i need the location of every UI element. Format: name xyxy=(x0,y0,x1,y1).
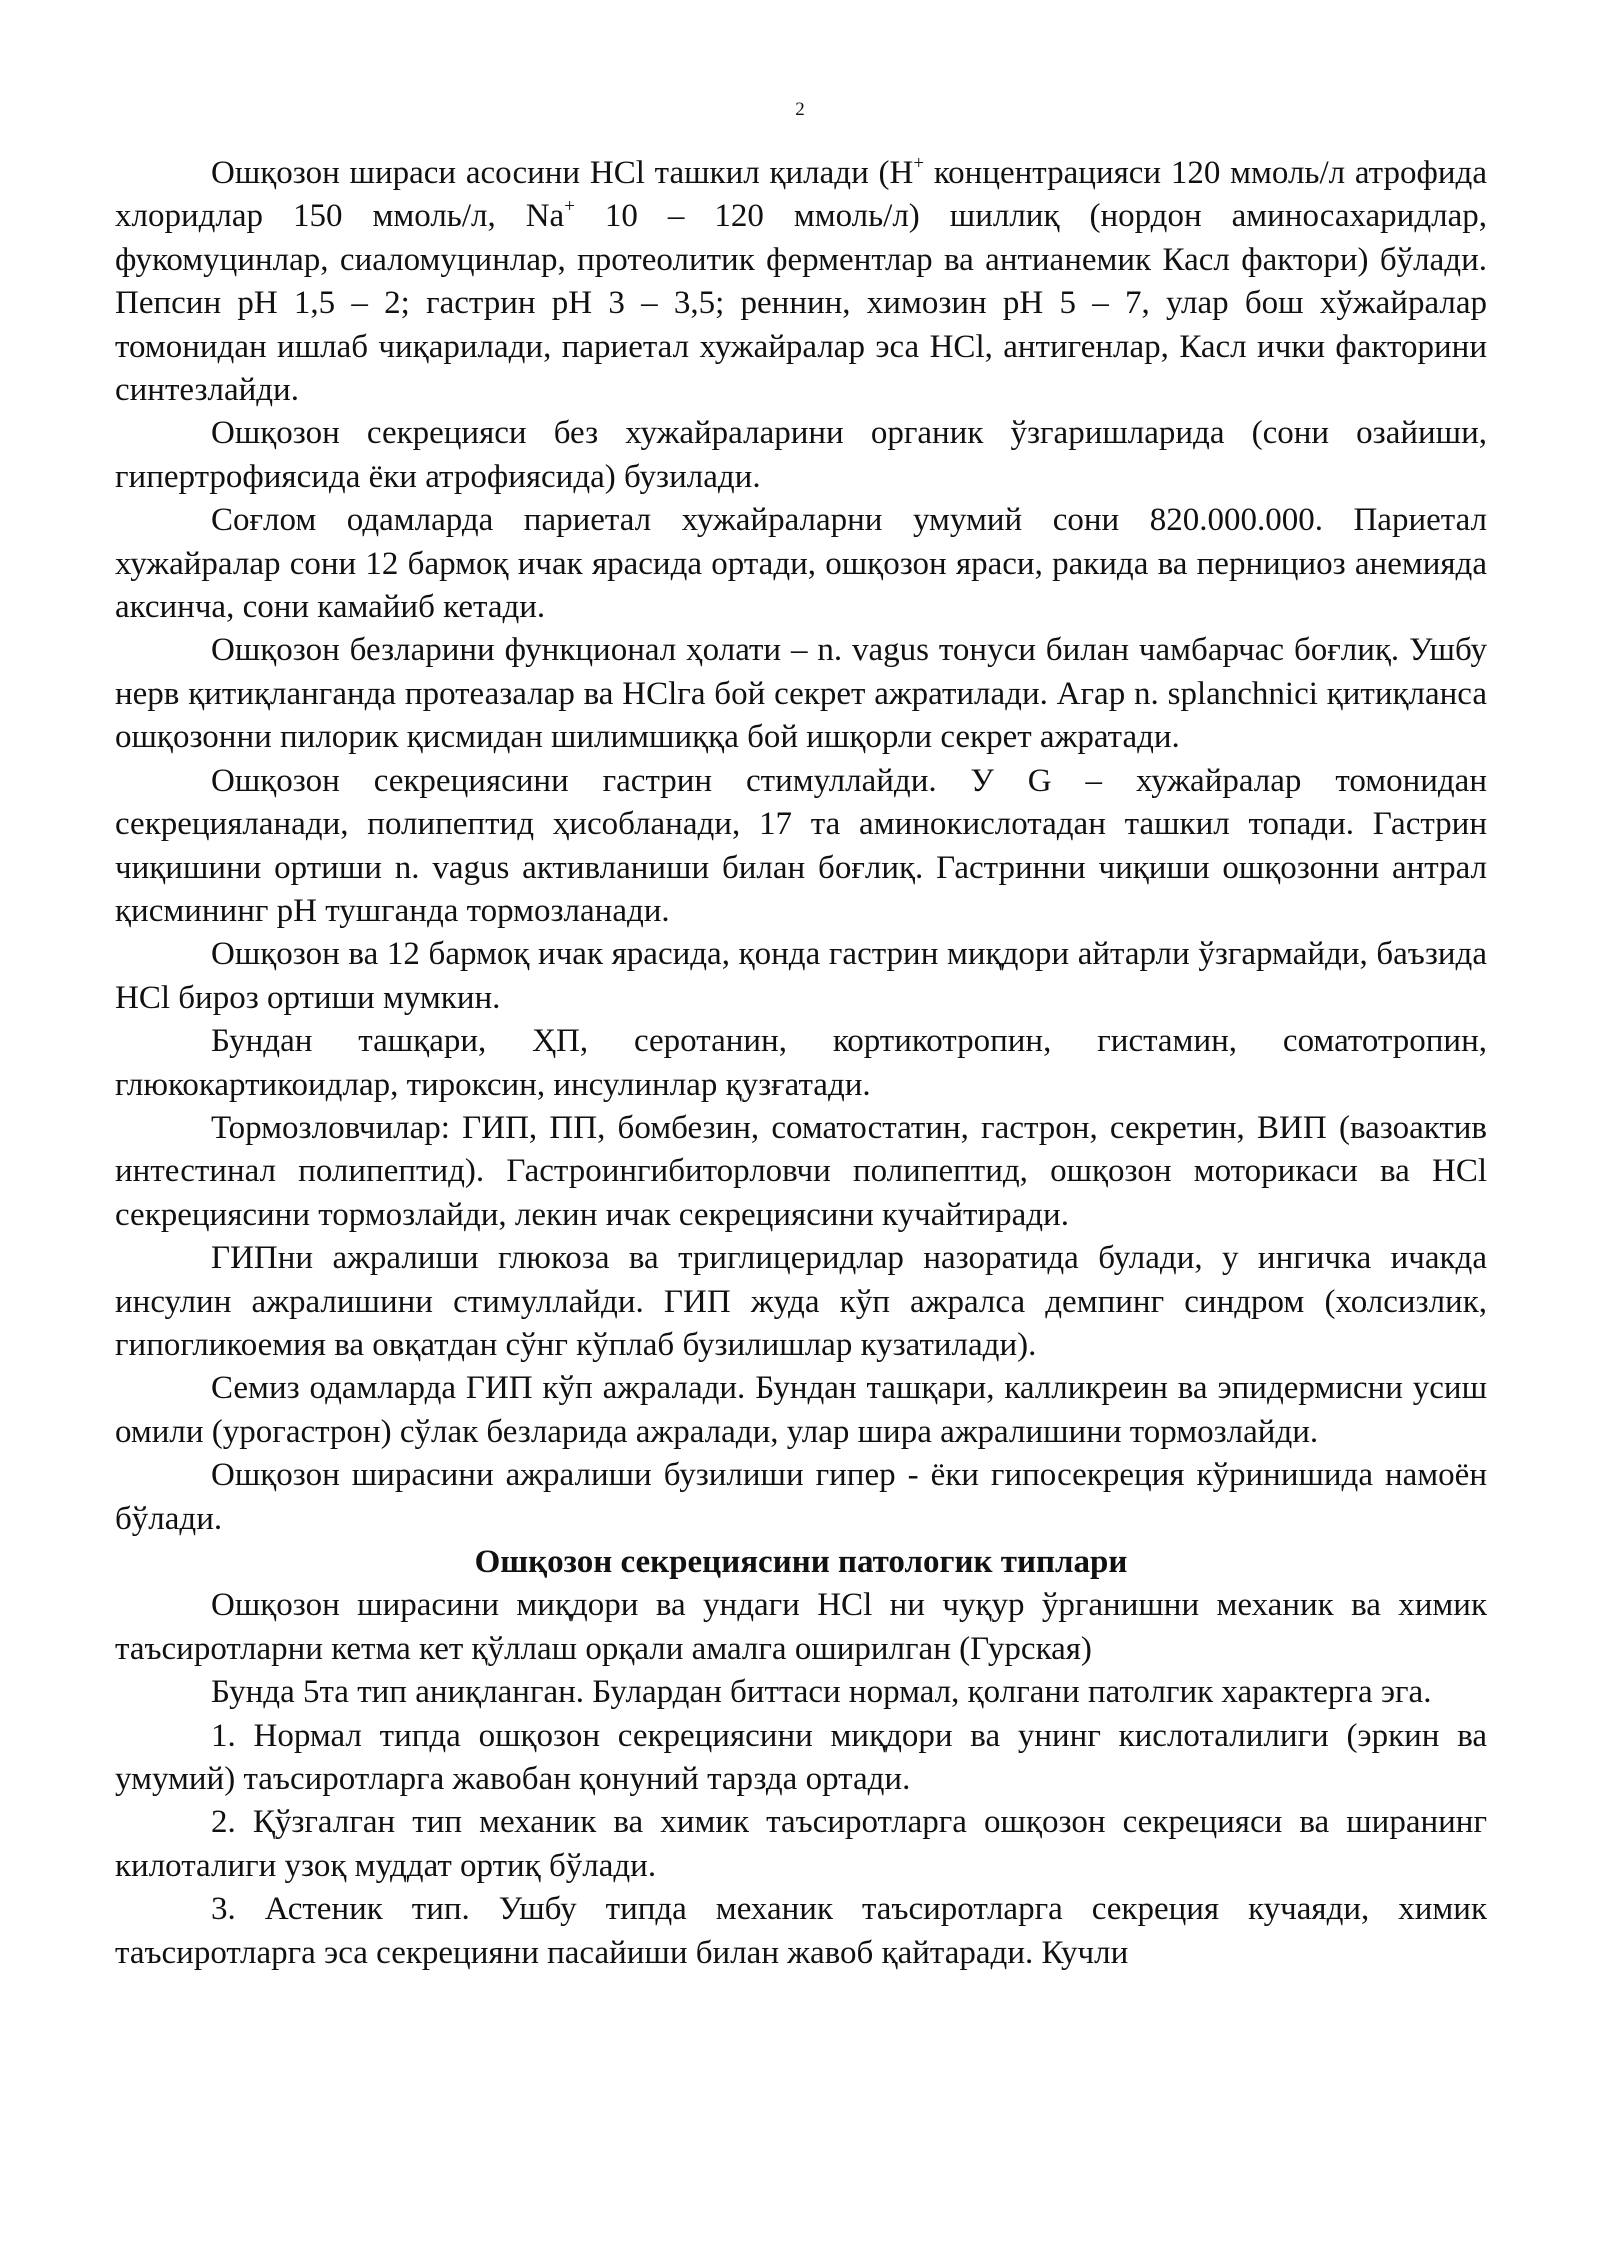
paragraph: Бунда 5та тип аниқланган. Булардан биттаси нормал, қолгани патолгик характерга эга. xyxy=(211,1674,1432,1711)
paragraph: Ошқозон ширасини миқдори ва ундаги HCl ни чуқур ўрганишни механик ва химик таъсиротларни кетма кет қўллаш орқали амалга оширилган (Гурская) xyxy=(115,1587,1487,1667)
paragraph: Ошқозон ва 12 бармоқ ичак ярасида, қонда гастрин миқдори айтарли ўзгармайди, баъзида HCl бироз ортиши мумкин. xyxy=(115,936,1487,1016)
list-item-excited-type: 2. Қўзгалган тип механик ва химик таъсиротларга ошқозон секрецияси ва ширанинг килоталиги узоқ муддат ортиқ бўлади. xyxy=(115,1804,1487,1884)
paragraph: Ошқозон секрециясини гастрин стимуллайди. У G – хужайралар томонидан секрецияланади, полипептид ҳисобланади, 17 та аминокислотадан ташкил топади. Гастрин чиқишини ортиши n. vagus активланиши билан боғлиқ. Гастринни чиқиши ошқозонни антрал қисмининг рН тушганда тормозланади. xyxy=(115,762,1487,929)
superscript-plus: + xyxy=(564,196,575,218)
paragraph-1-text-b: концентрацияси 120 ммоль/л атрофида хлоридлар 150 ммоль/л, Na xyxy=(115,155,1487,235)
paragraph: Бундан ташқари, ҲП, серотанин, кортикотропин, гистамин, соматотропин, глюкокартикоидлар, тироксин, инсулинлар қузғатади. xyxy=(115,1023,1487,1103)
paragraph: Соғлом одамларда париетал хужайраларни умумий сони 820.000.000. Париетал хужайралар сони 12 бармоқ ичак ярасида ортади, ошқозон яраси, ракида ва пернициоз анемияда аксинча, сони камайиб кетади. xyxy=(115,502,1487,626)
paragraph: Тормозловчилар: ГИП, ПП, бомбезин, соматостатин, гастрон, секретин, ВИП (вазоактив интестинал полипептид). Гастроингибиторловчи полипептид, ошқозон моторикаси ва HCl секрециясини тормозлайди, лекин ичак секрециясини кучайтиради. xyxy=(115,1109,1487,1233)
paragraph: Ошқозон секрецияси без хужайраларини органик ўзгаришларида (сони озайиши, гипертрофиясида ёки атрофиясида) бузилади. xyxy=(115,415,1487,495)
paragraph-1-text-c: 10 – 120 ммоль/л) шиллиқ (нордон аминосахаридлар, фукомуцинлар, сиаломуцинлар, протеолитик ферментлар ва антианемик Касл фактори) бўлади. Пепсин рН 1,5 – 2; гастрин рН 3 – 3,5; реннин, химозин рН 5 – 7, улар бош хўжайралар томонидан ишлаб чиқарилади, париетал хужайралар эса HCl, антигенлар, Касл ички факторини синтезлайди. xyxy=(115,198,1487,409)
paragraph: Ошқозон безларини функционал ҳолати – n. vagus тонуси билан чамбарчас боғлиқ. Ушбу нерв қитиқланганда протеазалар ва HClга бой секрет ажратилади. Агар n. splanchnici қитиқланса ошқозонни пилорик қисмидан шилимшиққа бой ишқорли секрет ажратади. xyxy=(115,632,1487,756)
section-heading: Ошқозон секрециясини патологик типлари xyxy=(474,1544,1128,1580)
paragraph: Ошқозон ширасини ажралиши бузилиши гипер - ёки гипосекреция кўринишида намоён бўлади. xyxy=(115,1457,1487,1537)
list-item-asthenic-type: 3. Астеник тип. Ушбу типда механик таъсиротларга секреция кучаяди, химик таъсиротларга эса секрецияни пасайиши билан жавоб қайтаради. Кучли xyxy=(115,1891,1487,1971)
paragraph-1-text-a: Ошқозон шираси асосини HCl ташкил қилади (H xyxy=(211,155,914,191)
document-body xyxy=(115,152,1487,1975)
superscript-plus: + xyxy=(913,153,925,174)
list-item-normal-type: 1. Нормал типда ошқозон секрециясини миқдори ва унинг кислоталилиги (эркин ва умумий) таъсиротларга жавобан қонуний тарзда ортади. xyxy=(115,1717,1487,1798)
page-number: 2 xyxy=(795,99,805,120)
paragraph: ГИПни ажралиши глюкоза ва триглицеридлар назоратида булади, у ингичка ичакда инсулин ажралишини стимуллайди. ГИП жуда кўп ажралса демпинг синдром (холсизлик, гипогликоемия ва овқатдан сўнг кўплаб бузилишлар кузатилади). xyxy=(115,1240,1487,1363)
paragraph-1 xyxy=(115,152,1487,412)
paragraph: Семиз одамларда ГИП кўп ажралади. Бундан ташқари, калликреин ва эпидермисни усиш омили (урогастрон) сўлак безларида ажралади, улар шира ажралишини тормозлайди. xyxy=(115,1370,1487,1450)
